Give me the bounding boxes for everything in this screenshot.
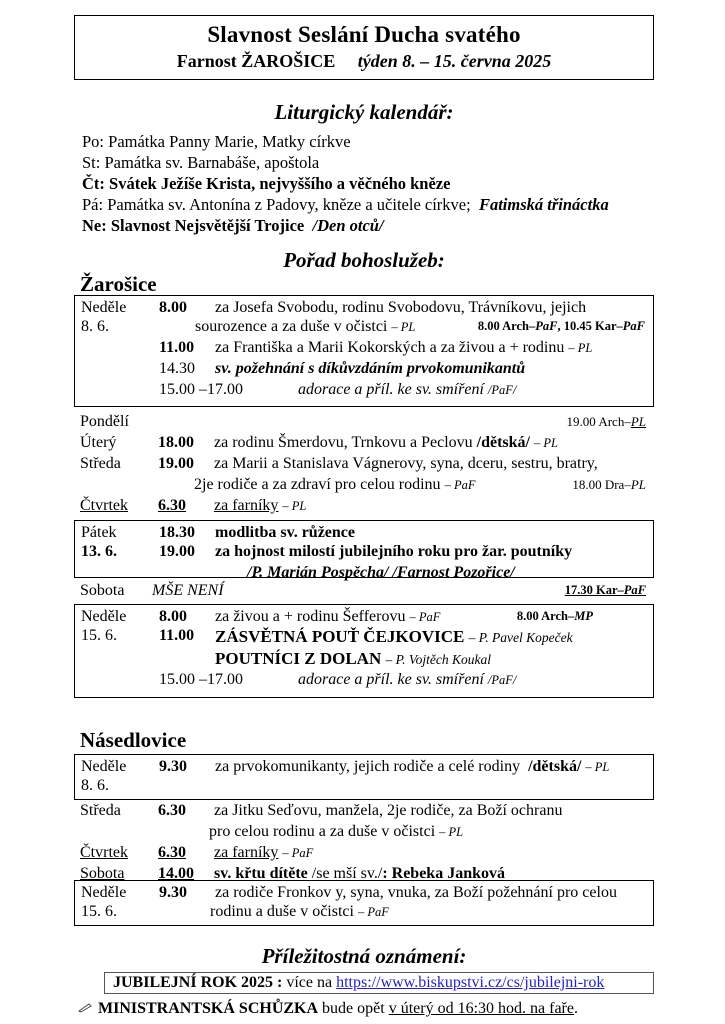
row-day: Čtvrtek [80, 844, 128, 861]
row-intention-text: ZÁSVĚTNÁ POUŤ ČEJKOVICE [215, 627, 465, 646]
schedule-title: Pořad bohoslužeb: [283, 248, 445, 272]
liturgical-entry [82, 131, 654, 152]
liturgical-entry [82, 194, 654, 215]
zarosice-sunday-8-6-block [74, 295, 654, 407]
table-row [75, 670, 653, 691]
row-time: 9.30 [159, 884, 187, 901]
schedule-section [74, 248, 654, 273]
ministrant-label: MINISTRANTSKÁ SCHŮZKA [98, 1000, 319, 1017]
row-day: 15. 6. [81, 903, 117, 920]
row-day: Úterý [80, 434, 117, 451]
row-day: Neděle [81, 608, 127, 625]
row-intention-text: za farníky [214, 497, 279, 514]
row-intention-text: za Františka a Marii Kokorských a za živou a + rodinu [215, 339, 565, 356]
row-time: 6.30 [158, 844, 186, 861]
row-intention [215, 608, 440, 626]
row-intention: za prvokomunikanty, jejich rodiče a celé rodiny /dětská/ – PL [215, 758, 610, 775]
table-row [75, 317, 653, 338]
row-side-note: 8.00 Arch–MP [516, 609, 593, 623]
row-intention: za Josefa Svobodu, rodinu Svobodovu, Trávníkovu, jejich [215, 299, 587, 316]
zarosice-friday-block [74, 520, 654, 581]
row-intention-text: POUTNÍCI Z DOLAN [215, 649, 382, 668]
nasedlovice-heading [74, 728, 186, 753]
table-row [75, 542, 653, 563]
liturgical-entry [82, 152, 654, 173]
row-intention: za Jitku Seďovu, manžela, 2je rodiče, za Boží ochranu [214, 802, 563, 819]
lit-extra: Fatimská třináctka [478, 195, 609, 215]
row-intention: za Marii a Stanislava Vágnerovy, syna, dceru, sestru, bratry, [214, 455, 598, 472]
row-time: 11.00 [159, 339, 195, 356]
row-intention-text: sv. křtu dítěte [214, 865, 308, 882]
row-time: 18.00 [158, 434, 194, 451]
row-time: 6.30 [158, 497, 186, 514]
lit-day: Čt: [82, 174, 110, 194]
row-time: 18.30 [159, 524, 195, 541]
table-row [75, 883, 653, 904]
row-time: 9.30 [159, 758, 187, 775]
row-side-note: 8.00 Arch–PaF, 10.45 Kar–PaF [477, 319, 645, 333]
row-note: – PL [282, 499, 307, 513]
row-time: 8.00 [159, 608, 187, 625]
row-intention: sv. požehnání s díkůvzdáním prvokomunikantů [215, 360, 526, 377]
announcements-section [74, 944, 654, 969]
liturgical-calendar [74, 100, 654, 237]
row-intention-text: 2je rodiče a za zdraví pro celou rodinu [194, 476, 441, 493]
table-row [74, 454, 654, 475]
row-intention-text: za farníky [214, 844, 279, 861]
row-intention-text: adorace a příl. ke sv. smíření [298, 381, 484, 398]
row-intention [210, 903, 389, 921]
row-intention: za rodinu Šmerdovu, Trnkovu a Peclovu /dětská/ – PL [214, 434, 558, 451]
row-time: 6.30 [158, 802, 186, 819]
row-day: 13. 6. [81, 543, 117, 560]
lit-day: Po: [82, 132, 109, 151]
row-time: 11.00 [159, 627, 195, 644]
zarosice-weekday-block [74, 412, 654, 517]
row-note: – PaF [282, 846, 314, 860]
ministrant-announcement [78, 1000, 678, 1018]
table-row [74, 843, 654, 864]
zarosice-saturday-block [74, 581, 654, 603]
row-intention-text: adorace a příl. ke sv. smíření [298, 671, 484, 688]
row-note: /PaF/ [487, 383, 517, 397]
liturgical-calendar-title: Liturgický kalendář: [274, 100, 454, 124]
row-intention: sv. křtu dítěte /se mší sv./: Rebeka Janková [214, 865, 505, 882]
row-intention [298, 381, 516, 399]
row-intention-text: za živou a + rodinu Šefferovu [215, 608, 406, 625]
row-time: 19.00 [158, 455, 194, 472]
table-row [75, 757, 653, 778]
lit-text: Památka sv. Antonína z Padovy, kněze a učitele církve; [107, 195, 471, 215]
row-intention-text: sourozence a za duše v očistci [195, 318, 388, 335]
row-intention: za rodiče Fronkov y, syna, vnuka, za Boží požehnání pro celou [215, 884, 617, 901]
row-intention [298, 671, 516, 689]
jubilee-announcement [104, 972, 654, 994]
row-day: Sobota [80, 582, 125, 599]
row-time: 14.00 [158, 865, 194, 882]
row-day: Středa [80, 455, 121, 472]
row-side-note: 17.30 Kar–PaF [564, 583, 646, 597]
table-row [74, 581, 654, 602]
jubilee-label: JUBILEJNÍ ROK 2025 : [113, 974, 283, 991]
jubilee-link[interactable]: https://www.biskupstvi.cz/cs/jubilejni-rok [336, 974, 605, 991]
row-day: Středa [80, 802, 121, 819]
row-note: /PaF/ [487, 673, 517, 687]
lit-day: Pá: [82, 195, 108, 215]
row-note: – PaF [444, 478, 476, 492]
parish-name: Farnost ŽAROŠICE [176, 51, 336, 72]
row-intention [214, 497, 306, 515]
row-day: 8. 6. [81, 777, 109, 794]
lit-text: Svátek Ježíše Krista, nejvyššího a věčného kněze [109, 174, 451, 194]
row-intention-text: za prvokomunikanty, jejich rodiče a celé rodiny [215, 758, 521, 775]
row-note: – PaF [357, 905, 389, 919]
row-time: 14.30 [159, 360, 195, 377]
row-note: – PL [439, 825, 464, 839]
liturgical-entry [82, 173, 654, 194]
row-side-note: 18.00 Dra–PL [572, 477, 646, 492]
jubilee-text: více na [286, 974, 333, 991]
row-time: 15.00 –17.00 [159, 671, 243, 688]
row-day: Pondělí [80, 413, 129, 430]
nasedlovice-weekday-block [74, 801, 654, 887]
lit-day: Ne: [82, 216, 111, 236]
row-intention [215, 339, 592, 357]
row-time: 15.00 –17.00 [159, 381, 243, 398]
table-row [75, 902, 653, 923]
row-intention [209, 823, 463, 841]
row-intention [215, 649, 491, 669]
row-intention: /P. Marián Pospěcha/ /Farnost Pozořice/ [247, 564, 515, 581]
place-name-nasedlovice: Násedlovice [80, 728, 187, 752]
table-row [75, 607, 653, 628]
place-name-zarosice: Žarošice [80, 272, 157, 296]
bulletin-header [74, 15, 654, 80]
zarosice-heading [74, 272, 157, 297]
row-intention [215, 627, 573, 647]
zarosice-sunday-15-6-block [74, 604, 654, 698]
lit-text: Památka Panny Marie, Matky církve [108, 132, 351, 151]
table-row [74, 475, 654, 496]
ministrant-text: bude opět [322, 1000, 385, 1017]
pencil-icon [78, 1000, 94, 1018]
row-day: Neděle [81, 884, 127, 901]
row-note: – PL [568, 341, 593, 355]
row-note: – P. Vojtěch Koukal [385, 652, 491, 667]
table-row [75, 359, 653, 380]
lit-text: Slavnost Nejsvětější Trojice [110, 216, 305, 236]
header-subtitle [75, 51, 653, 73]
row-note: – PL [391, 320, 416, 334]
lit-day: St: [82, 153, 105, 173]
table-row [74, 433, 654, 454]
row-intention: za hojnost milostí jubilejního roku pro žar. poutníky [215, 543, 573, 560]
nasedlovice-sunday-8-6-block [74, 754, 654, 800]
ministrant-end: . [573, 1000, 578, 1017]
header-gap [335, 51, 358, 71]
row-intention-text: rodinu a duše v očistci [210, 903, 354, 920]
row-day: 15. 6. [81, 627, 117, 644]
row-intention-text: pro celou rodinu a za duše v očistci [209, 823, 436, 840]
table-row [75, 380, 653, 401]
table-row [75, 298, 653, 319]
page-title: Slavnost Seslání Ducha svatého [207, 22, 521, 47]
row-intention: modlitba sv. růžence [215, 524, 355, 541]
table-row [74, 801, 654, 822]
table-row [75, 523, 653, 544]
announcements-title: Příležitostná oznámení: [261, 944, 467, 968]
liturgical-entry [82, 215, 654, 236]
ministrant-time: v úterý od 16:30 hod. na faře [388, 1000, 574, 1017]
nasedlovice-sunday-15-6-block [74, 880, 654, 926]
table-row [74, 822, 654, 843]
table-row [75, 338, 653, 359]
table-row [75, 648, 653, 670]
table-row [74, 496, 654, 517]
lit-extra: /Den otců/ [312, 216, 384, 236]
row-day: Neděle [81, 299, 127, 316]
row-note: – PaF [409, 610, 441, 624]
row-note: – P. Pavel Kopeček [468, 630, 573, 645]
row-intention [195, 318, 415, 336]
week-range: týden 8. – 15. června 2025 [357, 51, 552, 72]
row-time: MŠE NENÍ [152, 582, 224, 599]
row-day: Neděle [81, 758, 127, 775]
table-row [75, 776, 653, 797]
lit-text: Památka sv. Barnabáše, apoštola [104, 153, 320, 173]
row-time: 8.00 [159, 299, 187, 316]
row-time: 19.00 [159, 543, 195, 560]
row-intention-text: za rodinu Šmerdovu, Trnkovu a Peclovu [214, 434, 473, 451]
row-day: Sobota [80, 865, 125, 882]
row-day: 8. 6. [81, 318, 109, 335]
row-day: Pátek [81, 524, 117, 541]
row-side-note: 19.00 Arch–PL [566, 414, 646, 429]
row-day: Čtvrtek [80, 497, 128, 514]
row-intention [194, 476, 475, 494]
table-row [74, 412, 654, 433]
row-intention [214, 844, 313, 862]
table-row [75, 626, 653, 648]
